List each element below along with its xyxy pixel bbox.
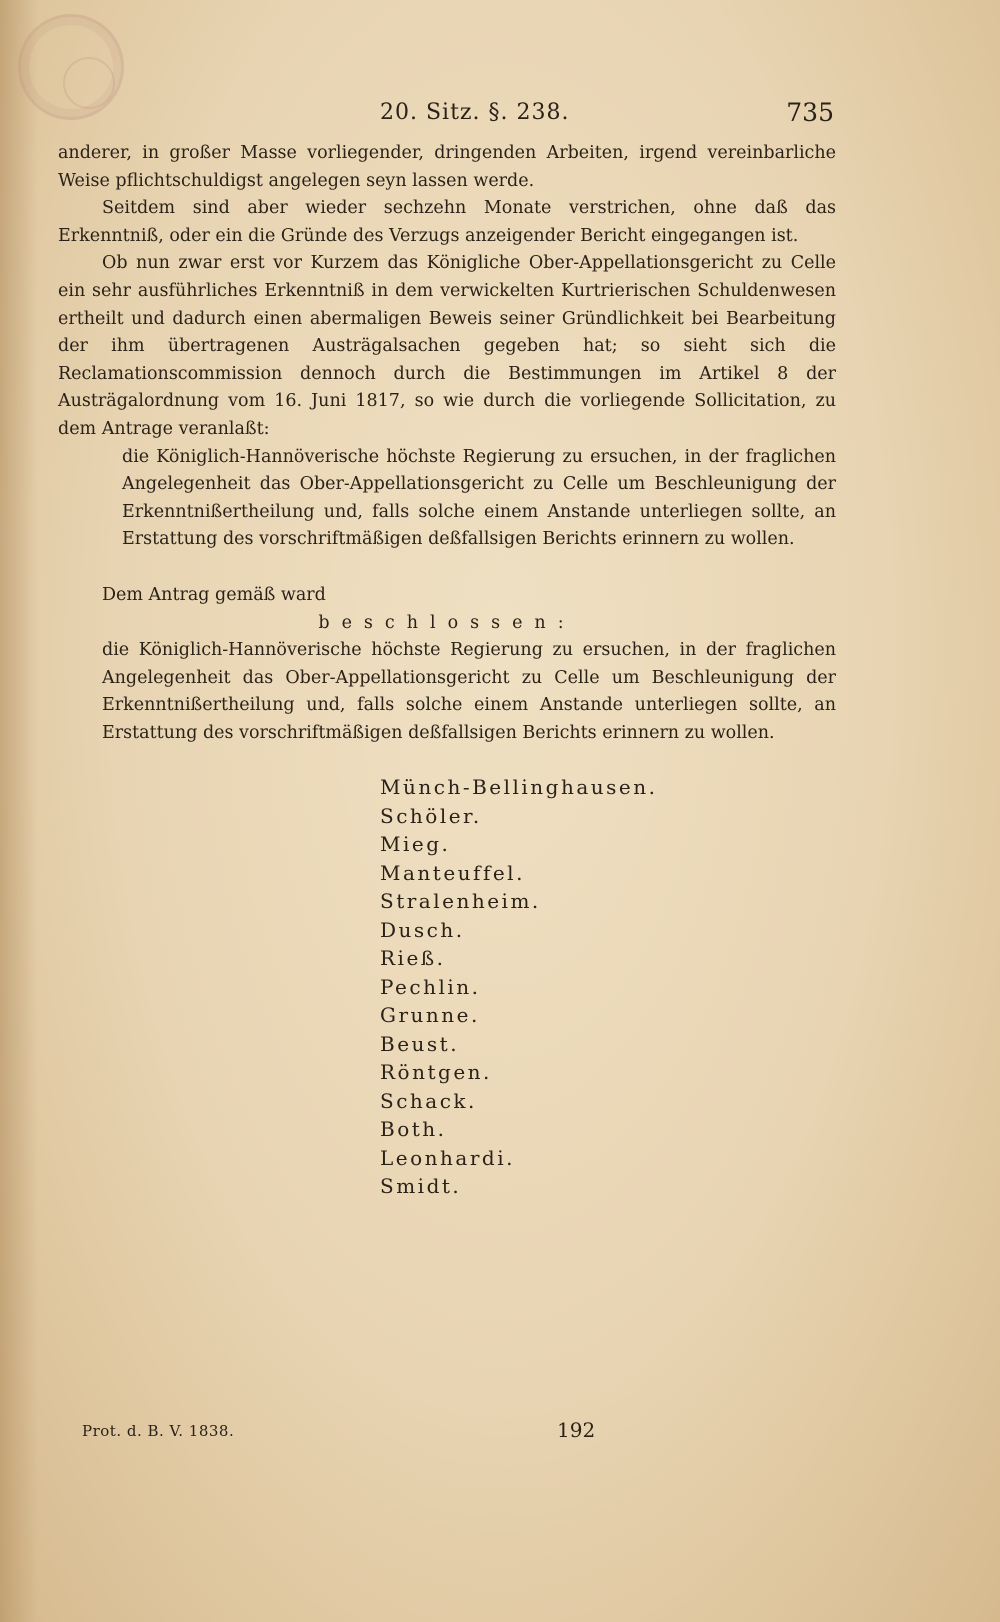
signature-name: Dusch. [380,917,465,942]
protocol-reference: Prot. d. B. V. 1838. [82,1422,235,1440]
body-text [58,140,836,747]
signature-name: Manteuffel. [380,860,525,885]
page-footer [0,1418,1000,1448]
signature-name: Beust. [380,1031,460,1056]
signature-name: Smidt. [380,1174,462,1198]
paragraph-motion: Ob nun zwar erst vor Kurzem das Königliche Ober-Appellationsgericht zu Celle ein sehr ausführliches Erkenntniß in dem verwickelten Kurtrierischen Schuldenwesen ertheilt und dadurch einen abermaligen Beweis seiner Gründlichkeit bei Bearbeitung der ihm übertragenen Austrägalsachen gegeben hat; so sieht sich die Reclamationscommission dennoch durch die Bestimmungen im Artikel 8 der Austrägalordnung vom 16. Juni 1817, so wie durch die vorliegende Sollicitation, zu dem Antrage veranlaßt: [58,253,836,439]
signature-name: Both. [380,1117,447,1141]
paragraph-spacer [58,554,836,582]
resolved-heading: beschlossen: [318,612,576,633]
signature-name: Leonhardi. [380,1145,515,1170]
page-number: 735 [786,98,834,127]
motion-quote: die Königlich-Hannöverische höchste Regierung zu ersuchen, in der fraglichen Angelegenheit das Ober-Appellationsgericht zu Celle um Beschleunigung der Erkenntnißertheilung und, falls solche einem Anstande unterliegen sollte, an Erstattung des vorschriftmäßigen deßfallsigen Berichts erinnern zu wollen. [122,446,836,550]
page-header [0,96,1000,132]
signature-name: Röntgen. [380,1060,492,1084]
page-edge-shadow [0,0,38,1622]
running-head: 20. Sitz. §. 238. [380,100,570,125]
signature-name: Grunne. [380,1003,480,1027]
resolution-text: die Königlich-Hannöverische höchste Regierung zu ersuchen, in der fraglichen Angelegenheit das Ober-Appellationsgericht zu Celle um Beschleunigung der Erkenntnißertheilung und, falls solche einem Anstande unterliegen sollte, an Erstattung des vorschriftmäßigen deßfallsigen Berichts erinnern zu wollen. [102,640,836,743]
paragraph-continuation: anderer, in großer Masse vorliegender, dringenden Arbeiten, irgend vereinbarliche Weise pflichtschuldigst angelegen seyn lassen werde. [58,143,836,191]
signature-name: Schack. [380,1088,477,1113]
signature-name: Pechlin. [380,974,481,999]
printer-signature-mark: 192 [557,1418,596,1442]
signature-name: Mieg. [380,832,451,856]
paragraph-delay: Seitdem sind aber wieder sechzehn Monate verstrichen, ohne daß das Erkenntniß, oder ein die Gründe des Verzugs anzeigender Bericht eingegangen ist. [58,198,836,246]
resolution-intro: Dem Antrag gemäß ward [102,584,326,605]
signature-name: Stralenheim. [380,889,541,913]
signature-name: Rieß. [380,946,446,970]
signature-list [380,773,658,1201]
signature-name: Münch-Bellinghausen. [380,775,658,799]
signature-name: Schöler. [380,803,482,828]
